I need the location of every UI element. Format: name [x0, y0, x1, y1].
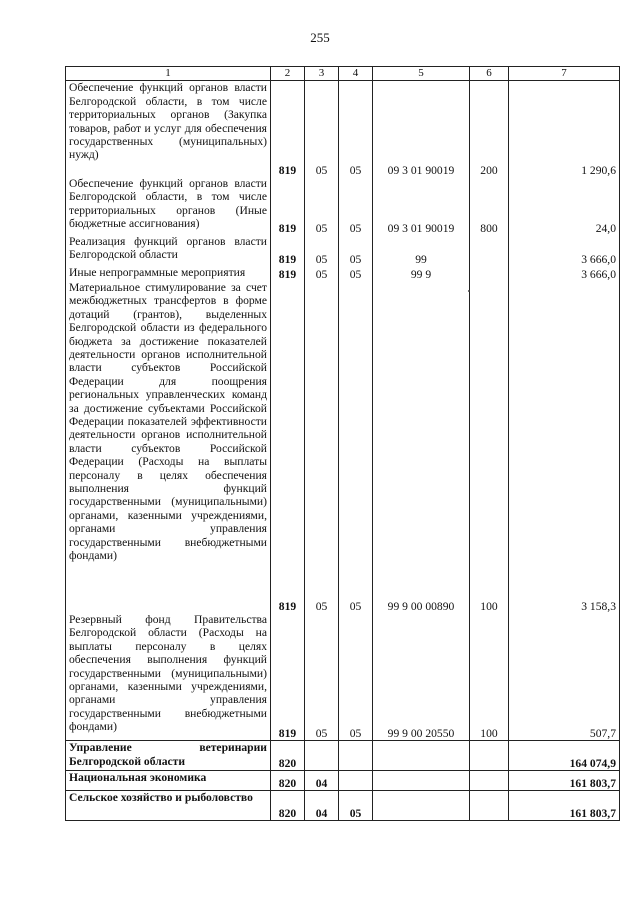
table-row — [66, 266, 620, 281]
row-code-3: 05 — [305, 235, 339, 266]
row-code-5: 99 9 00 20550 — [373, 613, 470, 741]
row-name: Национальная экономика — [66, 771, 271, 791]
row-code-4: 05 — [339, 613, 373, 741]
row-code-2: 819 — [271, 235, 305, 266]
row-code-5: 09 3 01 90019 — [373, 177, 470, 235]
row-code-6: 800 — [470, 177, 509, 235]
table-row — [66, 235, 620, 266]
budget-table — [65, 66, 620, 821]
table-row — [66, 791, 620, 821]
row-amount: 3 666,0 — [509, 266, 620, 281]
column-header: 2 — [271, 67, 305, 81]
row-code-3: 04 — [305, 791, 339, 821]
row-amount: 161 803,7 — [509, 791, 620, 821]
row-code-2: 820 — [271, 771, 305, 791]
row-code-5: 99 9 00 00890 — [373, 281, 470, 613]
row-code-6 — [470, 791, 509, 821]
row-code-6 — [470, 771, 509, 791]
page-number: 255 — [310, 30, 330, 45]
row-code-4: 05 — [339, 235, 373, 266]
row-name: Обеспечение функций органов власти Белгородской области, в том числе территориальных органов (Иные бюджетные ассигнования) — [66, 177, 271, 235]
row-code-3 — [305, 741, 339, 771]
table-row — [66, 741, 620, 771]
row-code-5 — [373, 771, 470, 791]
row-code-3: 04 — [305, 771, 339, 791]
row-code-6 — [470, 235, 509, 266]
row-name: Сельское хозяйство и рыболовство — [66, 791, 271, 821]
row-name: Обеспечение функций органов власти Белгородской области, в том числе территориальных органов (Закупка товаров, работ и услуг для обеспечения государственных (муниципальных) нужд) — [66, 81, 271, 177]
row-name: Резервный фонд Правительства Белгородской области (Расходы на выплаты персоналу в целях обеспечения выполнения функций государственными (муниципальными) органами, казенными учреждениями, органами управления государственными внебюджетными фондами) — [66, 613, 271, 741]
scan-speck — [468, 290, 470, 292]
row-code-3: 05 — [305, 81, 339, 177]
row-code-5 — [373, 741, 470, 771]
column-header: 1 — [66, 67, 271, 81]
row-name: Управление ветеринарии Белгородской области — [66, 741, 271, 771]
row-code-3: 05 — [305, 266, 339, 281]
column-header: 5 — [373, 67, 470, 81]
row-amount: 507,7 — [509, 613, 620, 741]
row-code-2: 820 — [271, 791, 305, 821]
row-name: Реализация функций органов власти Белгородской области — [66, 235, 271, 266]
row-code-5: 99 9 — [373, 266, 470, 281]
row-amount: 3 666,0 — [509, 235, 620, 266]
row-code-4 — [339, 771, 373, 791]
row-code-4: 05 — [339, 281, 373, 613]
row-code-4: 05 — [339, 791, 373, 821]
row-amount: 3 158,3 — [509, 281, 620, 613]
column-header: 3 — [305, 67, 339, 81]
table-row — [66, 613, 620, 741]
row-code-3: 05 — [305, 281, 339, 613]
row-code-6: 100 — [470, 613, 509, 741]
row-code-4: 05 — [339, 81, 373, 177]
row-amount: 164 074,9 — [509, 741, 620, 771]
row-code-2: 819 — [271, 177, 305, 235]
column-header: 7 — [509, 67, 620, 81]
row-code-4: 05 — [339, 177, 373, 235]
row-code-4: 05 — [339, 266, 373, 281]
table-row — [66, 177, 620, 235]
row-name: Иные непрограммные мероприятия — [66, 266, 271, 281]
table-row — [66, 771, 620, 791]
row-code-3: 05 — [305, 613, 339, 741]
table-row — [66, 81, 620, 177]
row-code-5: 09 3 01 90019 — [373, 81, 470, 177]
column-header: 6 — [470, 67, 509, 81]
row-code-2: 820 — [271, 741, 305, 771]
row-name: Материальное стимулирование за счет межбюджетных трансфертов в форме дотаций (грантов), выделенных Белгородской области из федерального бюджета за достижение показателей деятельности органов исполнительной власти субъектов Российской Федерации для поощрения региональных управленческих команд за достижение субъектами Российской Федерации показателей эффективности деятельности органов исполнительной власти субъектов Российской Федерации (Расходы на выплаты персоналу в целях обеспечения выполнения функций государственными (муниципальными) органами, казенными учреждениями, органами управления государственными внебюджетными фондами) — [66, 281, 271, 613]
row-amount: 161 803,7 — [509, 771, 620, 791]
row-code-6 — [470, 266, 509, 281]
row-code-5: 99 — [373, 235, 470, 266]
row-code-4 — [339, 741, 373, 771]
column-header: 4 — [339, 67, 373, 81]
row-code-2: 819 — [271, 81, 305, 177]
table-row — [66, 281, 620, 613]
row-code-3: 05 — [305, 177, 339, 235]
row-amount: 1 290,6 — [509, 81, 620, 177]
row-code-2: 819 — [271, 266, 305, 281]
header-row — [66, 67, 620, 81]
row-code-6: 200 — [470, 81, 509, 177]
row-code-5 — [373, 791, 470, 821]
row-amount: 24,0 — [509, 177, 620, 235]
row-code-2: 819 — [271, 613, 305, 741]
row-code-6: 100 — [470, 281, 509, 613]
row-code-6 — [470, 741, 509, 771]
row-code-2: 819 — [271, 281, 305, 613]
